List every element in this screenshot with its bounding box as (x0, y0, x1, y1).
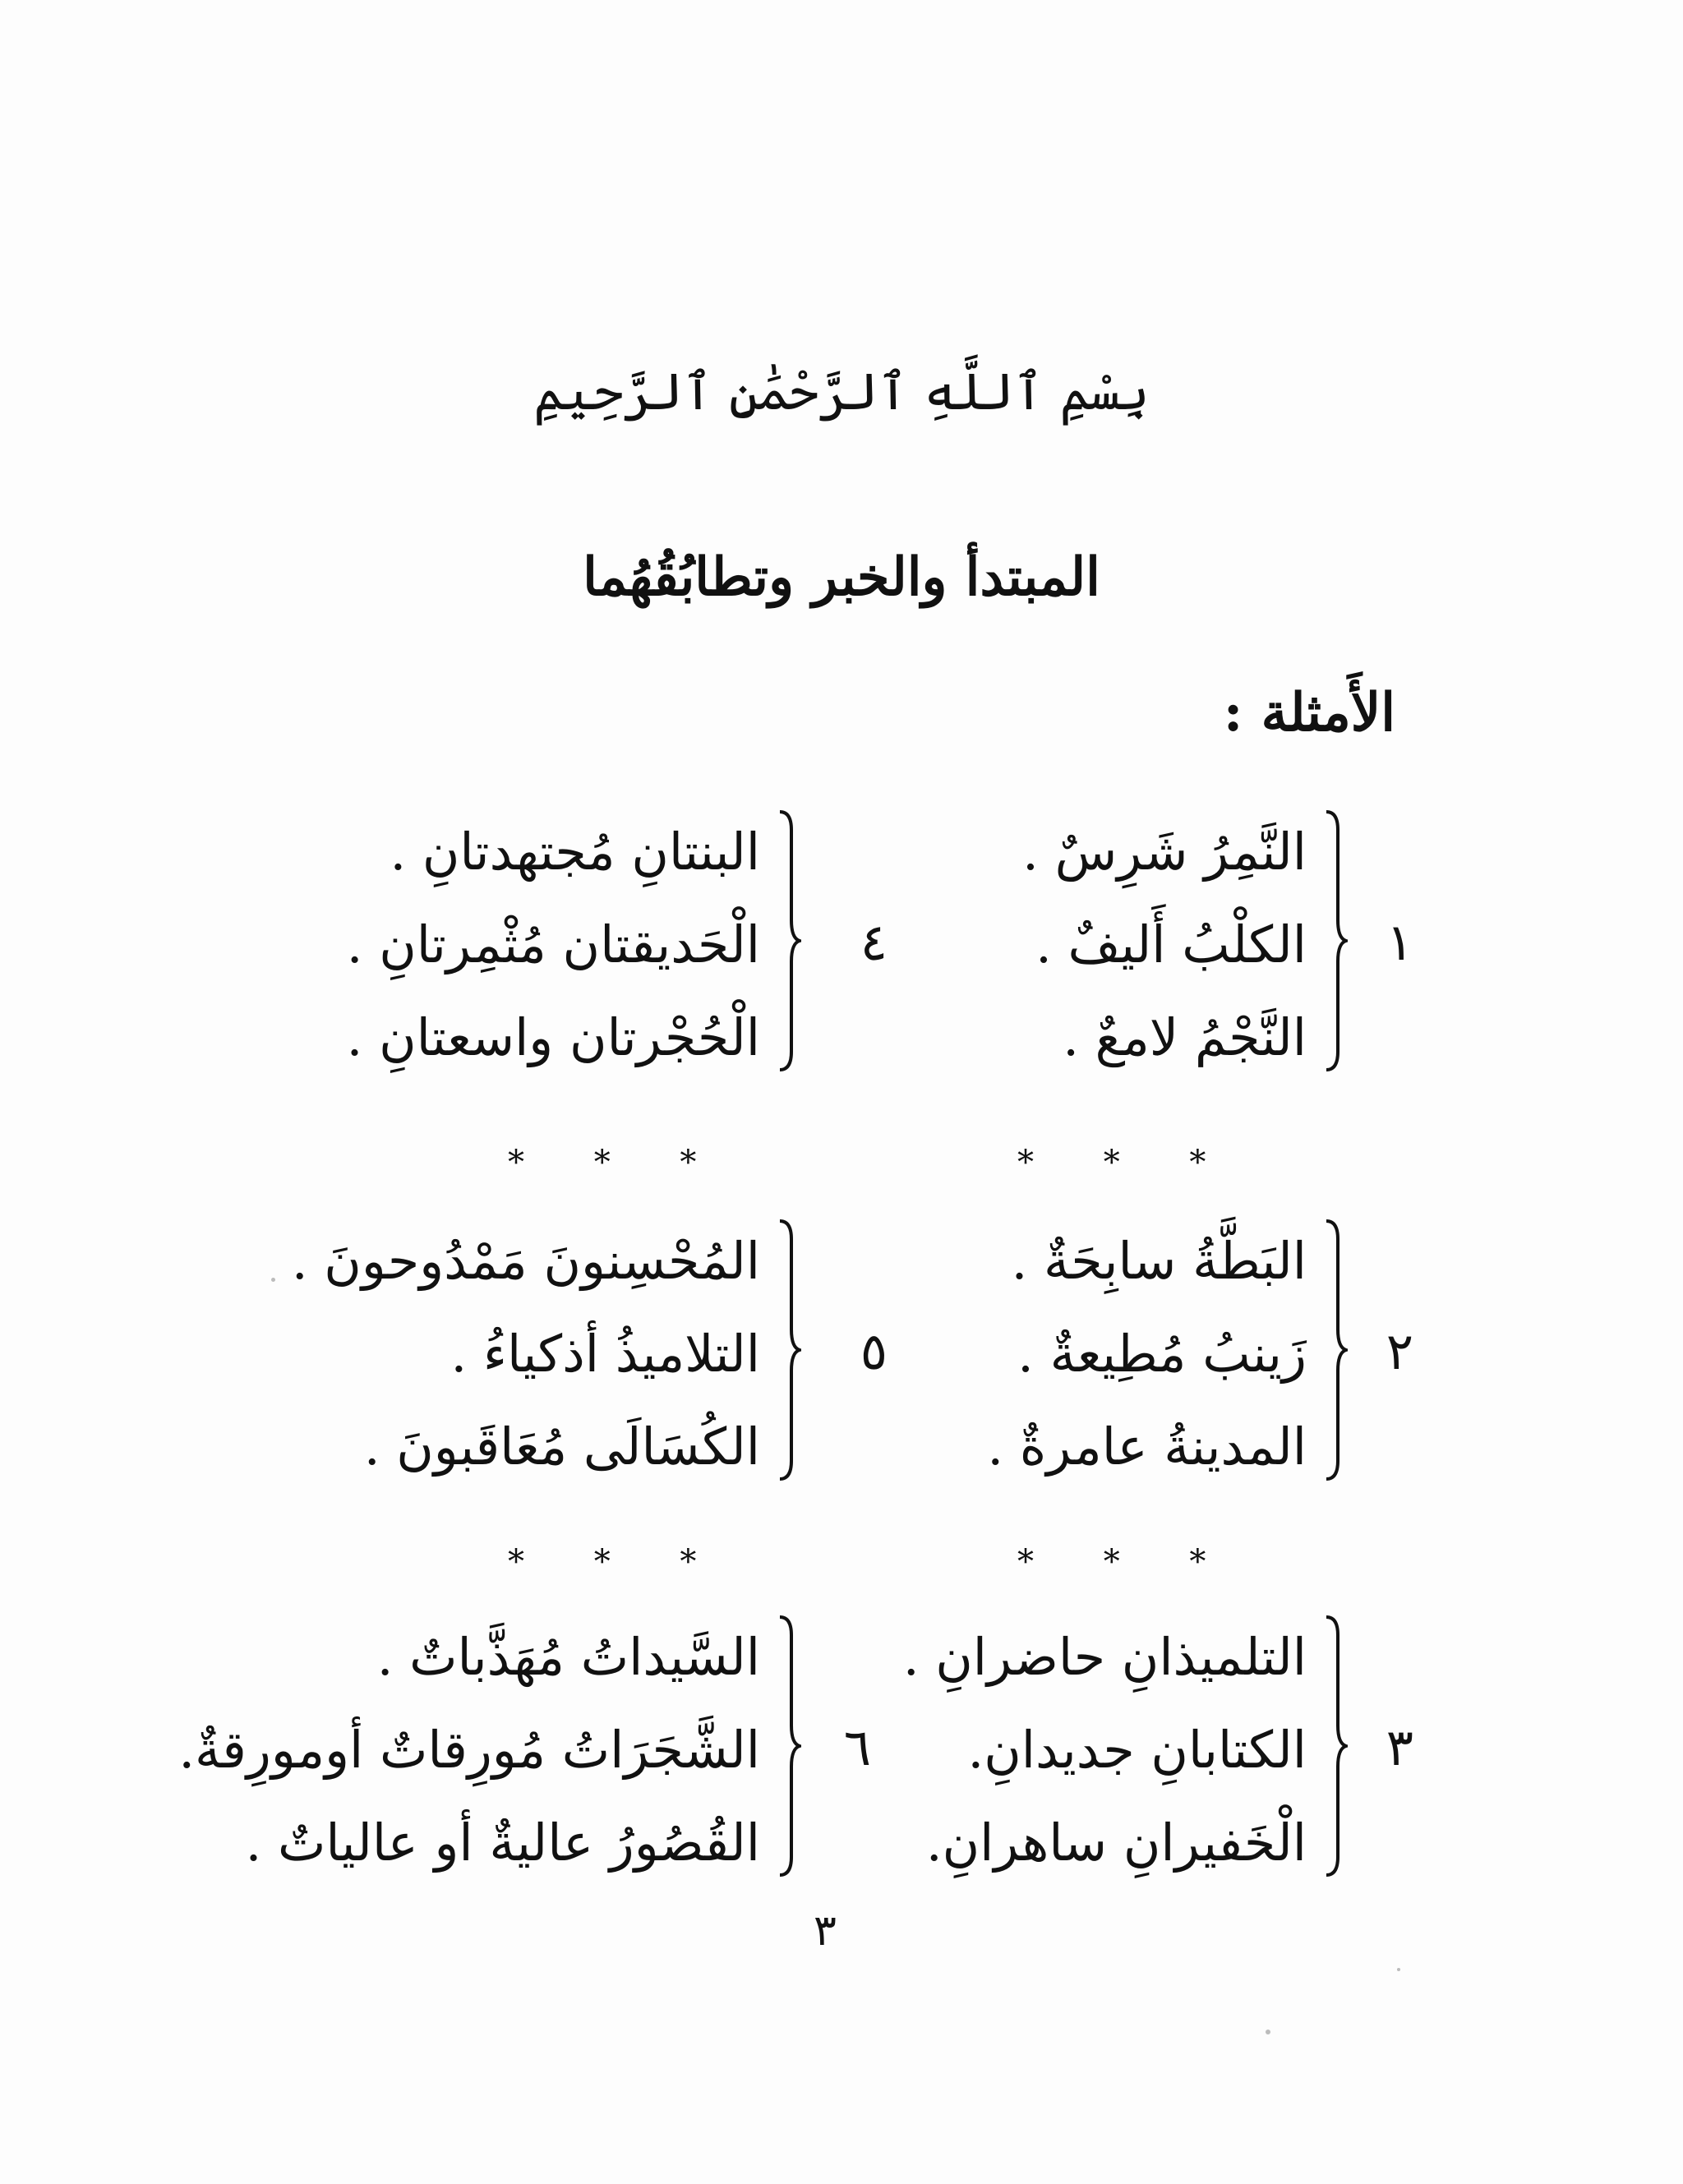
example-line: الْحَديقتان مُثْمِرتانِ . (346, 915, 760, 975)
example-group-1 (986, 805, 1413, 1085)
scan-speck (271, 1278, 275, 1282)
example-line: النَّجْمُ لامعٌ . (1063, 1007, 1307, 1067)
group-number: ٥ (860, 1321, 888, 1381)
curly-brace-icon (772, 1610, 801, 1882)
example-line: الكلْبُ أَليفٌ . (1035, 915, 1307, 975)
example-line: التلميذانِ حاضرانِ . (902, 1627, 1307, 1687)
example-line: البنتانِ مُجتهدتانِ . (390, 822, 760, 882)
scan-speck (1266, 2030, 1270, 2034)
group-number: ٤ (860, 912, 888, 972)
separator-stars: * * * (508, 1543, 726, 1581)
separator-stars: * * * (1017, 1543, 1236, 1581)
example-group-3 (904, 1610, 1413, 1890)
curly-brace-icon (1318, 805, 1348, 1076)
separator-stars: * * * (508, 1144, 726, 1182)
example-line: زَينبُ مُطِيعةٌ . (1017, 1324, 1307, 1384)
example-line: النَّمِرُ شَرِسٌ . (1022, 822, 1307, 882)
example-line: القُصُورُ عاليةٌ أو عالياتٌ . (245, 1813, 760, 1873)
group-number: ٣ (1386, 1717, 1413, 1777)
curly-brace-icon (1318, 1610, 1348, 1882)
example-line: الْخَفيرانِ ساهرانِ. (925, 1813, 1307, 1873)
curly-brace-icon (1318, 1214, 1348, 1486)
examples-heading: الأَمثلة : (1223, 682, 1395, 744)
example-line: الْحُجْرتان واسعتانِ . (346, 1007, 760, 1067)
group-number: ٢ (1386, 1321, 1413, 1381)
separator-stars: * * * (1017, 1144, 1236, 1182)
example-group-5 (291, 1214, 888, 1494)
example-line: المُحْسِنونَ مَمْدُوحونَ . (291, 1231, 760, 1291)
example-group-4 (312, 805, 888, 1085)
basmala: بِسْمِ ٱللَّهِ ٱلرَّحْمَٰنِ ٱلرَّحِيمِ (533, 362, 1150, 422)
scan-speck (1397, 1968, 1400, 1971)
group-number: ٦ (843, 1717, 871, 1777)
example-line: البَطَّةُ سابِحَةٌ . (1011, 1231, 1307, 1291)
example-line: المدينةُ عامرةٌ . (987, 1417, 1307, 1477)
page-number: ٣ (814, 1906, 837, 1956)
example-line: الكتابانِ جديدانِ. (967, 1720, 1307, 1780)
example-line: الكُسَالَى مُعَاقَبونَ . (363, 1417, 760, 1477)
curly-brace-icon (772, 1214, 801, 1486)
group-number: ١ (1386, 912, 1413, 972)
example-line: السَّيداتُ مُهَذَّباتٌ . (376, 1627, 760, 1687)
example-line: التلاميذُ أذكياءُ . (450, 1324, 760, 1384)
example-group-2 (986, 1214, 1413, 1494)
example-line: الشَّجَرَاتُ مُورِقاتٌ أومورِقةٌ. (178, 1720, 760, 1780)
page-title: المبتدأ والخبر وتطابُقُهُما (583, 546, 1100, 608)
curly-brace-icon (772, 805, 801, 1076)
example-group-6 (178, 1610, 871, 1890)
